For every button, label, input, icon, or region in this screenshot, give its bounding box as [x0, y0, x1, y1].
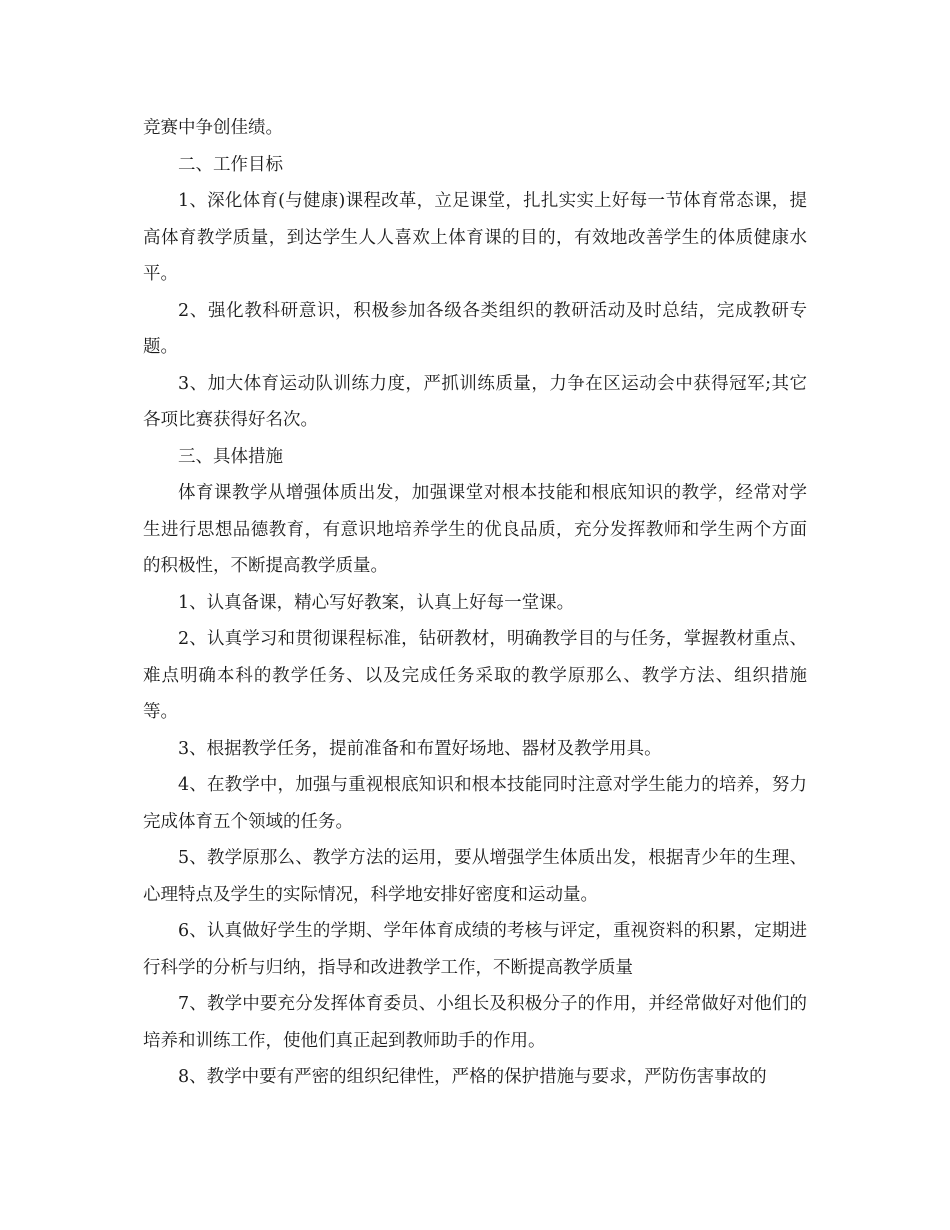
measure-item-4: 4、在教学中，加强与重视根底知识和根本技能同时注意对学生能力的培养，努力完成体育五个领域的任务。 [143, 775, 807, 832]
measure-item-7: 7、教学中要充分发挥体育委员、小组长及积极分子的作用，并经常做好对他们的培养和训练工作，使他们真正起到教师助手的作用。 [143, 994, 807, 1051]
measures-intro-paragraph: 体育课教学从增强体质出发，加强课堂对根本技能和根底知识的教学，经常对学生进行思想品德教育，有意识地培养学生的优良品质，充分发挥教师和学生两个方面的积极性，不断提高教学质量。 [143, 483, 807, 576]
section-heading-goals: 二、工作目标 [178, 154, 283, 175]
section-heading-measures: 三、具体措施 [178, 446, 283, 467]
measure-item-1: 1、认真备课，精心写好教案，认真上好每一堂课。 [178, 592, 575, 613]
measure-item-5: 5、教学原那么、教学方法的运用，要从增强学生体质出发，根据青少年的生理、心理特点及学生的实际情况，科学地安排好密度和运动量。 [143, 848, 807, 905]
document-body [143, 110, 807, 1096]
measure-item-2: 2、认真学习和贯彻课程标准，钻研教材，明确教学目的与任务，掌握教材重点、难点明确本科的教学任务、以及完成任务采取的教学原那么、教学方法、组织措施等。 [143, 629, 807, 722]
paragraph-continuation: 竞赛中争创佳绩。 [143, 118, 283, 138]
measure-item-8: 8、教学中要有严密的组织纪律性，严格的保护措施与要求，严防伤害事故的 [178, 1067, 767, 1087]
measure-item-6: 6、认真做好学生的学期、学年体育成绩的考核与评定，重视资料的积累，定期进行科学的分析与归纳，指导和改进教学工作，不断提高教学质量 [143, 921, 807, 978]
goal-item-3: 3、加大体育运动队训练力度，严抓训练质量，力争在区运动会中获得冠军;其它各项比赛获得好名次。 [143, 373, 807, 430]
goal-item-1: 1、深化体育(与健康)课程改革，立足课堂，扎扎实实上好每一节体育常态课，提高体育教学质量，到达学生人人喜欢上体育课的目的，有效地改善学生的体质健康水平。 [143, 191, 807, 284]
goal-item-2: 2、强化教科研意识，积极参加各级各类组织的教研活动及时总结，完成教研专题。 [143, 300, 807, 357]
measure-item-3: 3、根据教学任务，提前准备和布置好场地、器材及教学用具。 [178, 738, 662, 759]
